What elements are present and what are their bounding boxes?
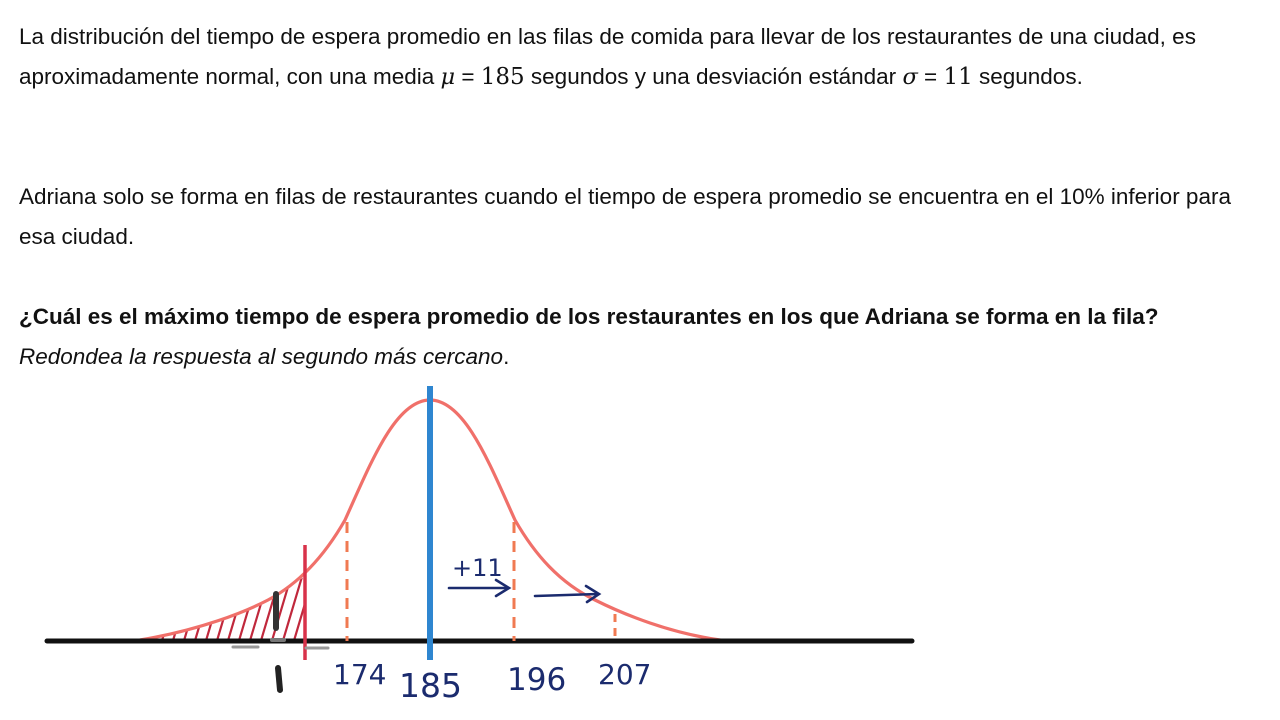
label-174: 174 — [333, 658, 387, 691]
p1-eq-2: = — [917, 64, 944, 89]
sigma-value: 11 — [943, 64, 973, 90]
p1-text-c: segundos. — [972, 64, 1083, 89]
hint-line — [19, 344, 509, 369]
hatch-stroke — [282, 570, 304, 644]
hatch-stroke — [227, 570, 249, 644]
mu-symbol: μ — [440, 64, 456, 90]
normal-distribution-sketch — [0, 370, 1280, 720]
hatch-stroke — [194, 570, 216, 644]
hatch-stroke — [304, 570, 326, 644]
label-185: 185 — [399, 666, 462, 705]
problem-paragraph-2: Adriana solo se forma en filas de restaurantes cuando el tiempo de espera promedio se encuentra en el 10% inferior para esa ciudad. — [19, 184, 1231, 249]
step-label: +11 — [452, 554, 503, 582]
p1-eq-1: = — [455, 64, 481, 89]
hatch-stroke — [205, 570, 227, 644]
hatch-stroke — [315, 570, 337, 644]
problem-paragraph-1 — [19, 17, 1264, 97]
hatch-stroke — [216, 570, 238, 644]
sigma-symbol: σ — [902, 64, 918, 90]
question-block — [19, 297, 1264, 377]
step-arrow-2 — [535, 586, 599, 602]
p1-text-b: segundos y una desviación estándar — [524, 64, 903, 89]
question-text: ¿Cuál es el máximo tiempo de espera promedio de los restaurantes en los que Adriana se forma en la fila? — [19, 304, 1159, 329]
hint-text: Redondea la respuesta al segundo más cercano — [19, 344, 504, 369]
mu-value: 185 — [480, 64, 525, 90]
hatch-stroke — [183, 570, 205, 644]
step-arrow-1 — [449, 580, 509, 596]
p1-text-a: La distribución del tiempo de espera promedio en las filas de comida para llevar de los restaurantes de una ciudad, es aproximadamente normal, con una media — [19, 24, 1196, 89]
hint-period: . — [503, 344, 510, 369]
label-207: 207 — [598, 658, 652, 691]
label-196: 196 — [507, 662, 567, 698]
